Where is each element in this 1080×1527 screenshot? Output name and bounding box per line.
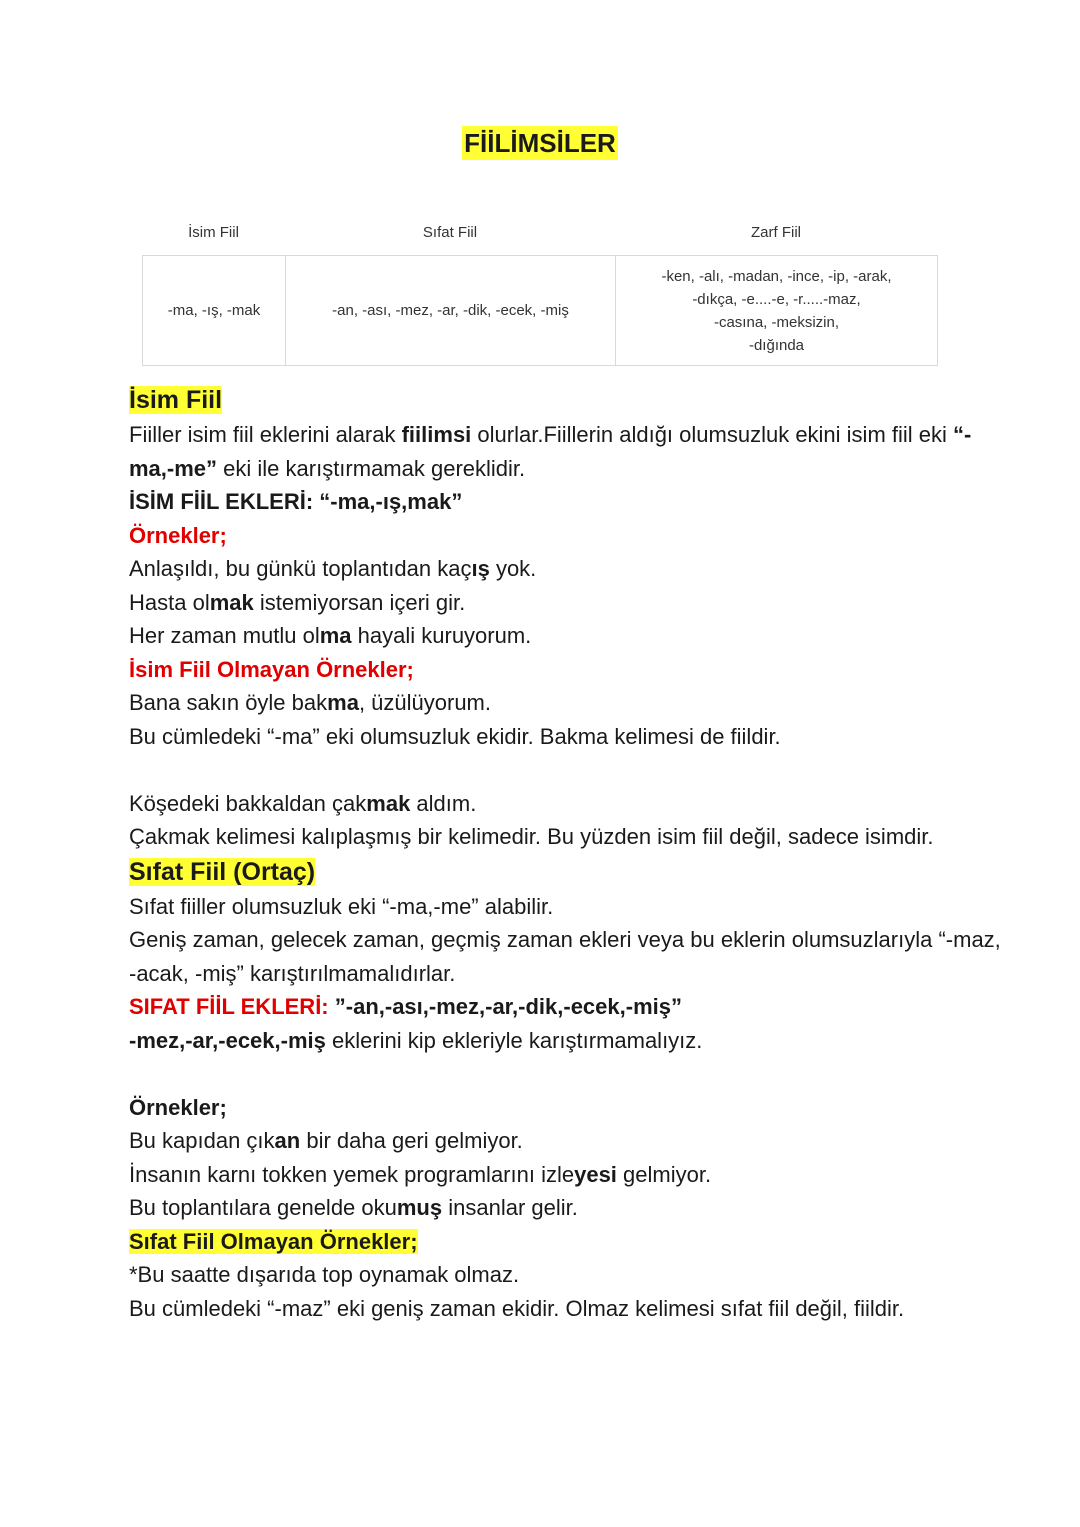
cell-line: -dıkça, -e....-e, -r.....-maz, bbox=[692, 290, 861, 308]
cell-text: -ma, -ış, -mak bbox=[167, 302, 261, 319]
cell-line: -dığında bbox=[748, 336, 805, 354]
table-header-zarf-fiil: Zarf Fiil bbox=[751, 224, 801, 241]
suffix-table bbox=[142, 255, 938, 366]
ornekler-label: Örnekler; bbox=[129, 1094, 227, 1120]
table-row bbox=[143, 256, 938, 366]
example-note: Çakmak kelimesi kalıplaşmış bir kelimedir. Bu yüzden isim fiil değil, sadece isimdir. bbox=[129, 824, 934, 849]
example-line: Bana sakın öyle bakma, üzülüyorum. bbox=[129, 690, 491, 715]
example-line: *Bu saatte dışarıda top oynamak olmaz. bbox=[129, 1262, 520, 1287]
paragraph: Geniş zaman, gelecek zaman, geçmiş zaman ekleri veya bu eklerin olumsuzlarıyla “-maz, -acak, -miş” karıştırılmamalıdırlar. bbox=[129, 927, 1001, 986]
paragraph: -mez,-ar,-ecek,-miş eklerini kip ekleriyle karıştırmamalıyız. bbox=[129, 1027, 703, 1053]
example-line: İnsanın karnı tokken yemek programlarını izleyesi gelmiyor. bbox=[129, 1161, 712, 1187]
ornekler-label: Örnekler; bbox=[129, 522, 227, 548]
isim-fiil-ekleri: İSİM FİİL EKLERİ: “-ma,-ış,mak” bbox=[129, 489, 463, 514]
table-cell-sifat-fiil bbox=[286, 256, 616, 366]
example-note: Bu cümledeki “-ma” eki olumsuzluk ekidir. Bakma kelimesi de fiildir. bbox=[129, 723, 781, 749]
example-line: Bu kapıdan çıkan bir daha geri gelmiyor. bbox=[129, 1128, 523, 1153]
section-heading-isim-fiil: İsim Fiil bbox=[129, 386, 223, 414]
example-line: Köşedeki bakkaldan çakmak aldım. bbox=[129, 790, 477, 816]
example-line: Anlaşıldı, bu günkü toplantıdan kaçış yok. bbox=[129, 556, 537, 581]
table-cell-zarf-fiil bbox=[616, 256, 938, 366]
paragraph: Sıfat fiiller olumsuzluk eki “-ma,-me” alabilir. bbox=[129, 893, 554, 919]
example-line: Her zaman mutlu olma hayali kuruyorum. bbox=[129, 623, 532, 648]
table-header-isim-fiil: İsim Fiil bbox=[188, 224, 239, 241]
paragraph: Fiiller isim fiil eklerini alarak fiilimsi olurlar.Fiillerin aldığı olumsuzluk ekini isim fiil eki “-ma,-me” eki ile karıştırmamak gereklidir. bbox=[129, 422, 972, 481]
cell-text: -an, -ası, -mez, -ar, -dik, -ecek, -miş bbox=[332, 302, 569, 319]
sifat-fiil-ekleri: SIFAT FİİL EKLERİ: ”-an,-ası,-mez,-ar,-dik,-ecek,-miş” bbox=[129, 994, 682, 1019]
cell-line: -casına, -meksizin, bbox=[713, 313, 840, 331]
table-header-sifat-fiil: Sıfat Fiil bbox=[422, 224, 478, 241]
example-line: Hasta olmak istemiyorsan içeri gir. bbox=[129, 589, 466, 615]
example-note: Bu cümledeki “-maz” eki geniş zaman ekidir. Olmaz kelimesi sıfat fiil değil, fiildir. bbox=[129, 1295, 905, 1321]
spacer bbox=[129, 753, 1009, 787]
document-body bbox=[129, 382, 1009, 1325]
page-title-wrap bbox=[0, 128, 1080, 159]
spacer bbox=[129, 1057, 1009, 1091]
cell-line: -ken, -alı, -madan, -ince, -ip, -arak, bbox=[661, 267, 892, 285]
page-title: FİİLİMSİLER bbox=[464, 128, 616, 158]
table-cell-isim-fiil bbox=[143, 256, 286, 366]
example-line: Bu toplantılara genelde okumuş insanlar gelir. bbox=[129, 1195, 578, 1220]
olmayan-ornekler-label: İsim Fiil Olmayan Örnekler; bbox=[129, 656, 414, 682]
section-heading-sifat-fiil: Sıfat Fiil (Ortaç) bbox=[129, 857, 316, 886]
olmayan-ornekler-label: Sıfat Fiil Olmayan Örnekler; bbox=[129, 1228, 418, 1254]
